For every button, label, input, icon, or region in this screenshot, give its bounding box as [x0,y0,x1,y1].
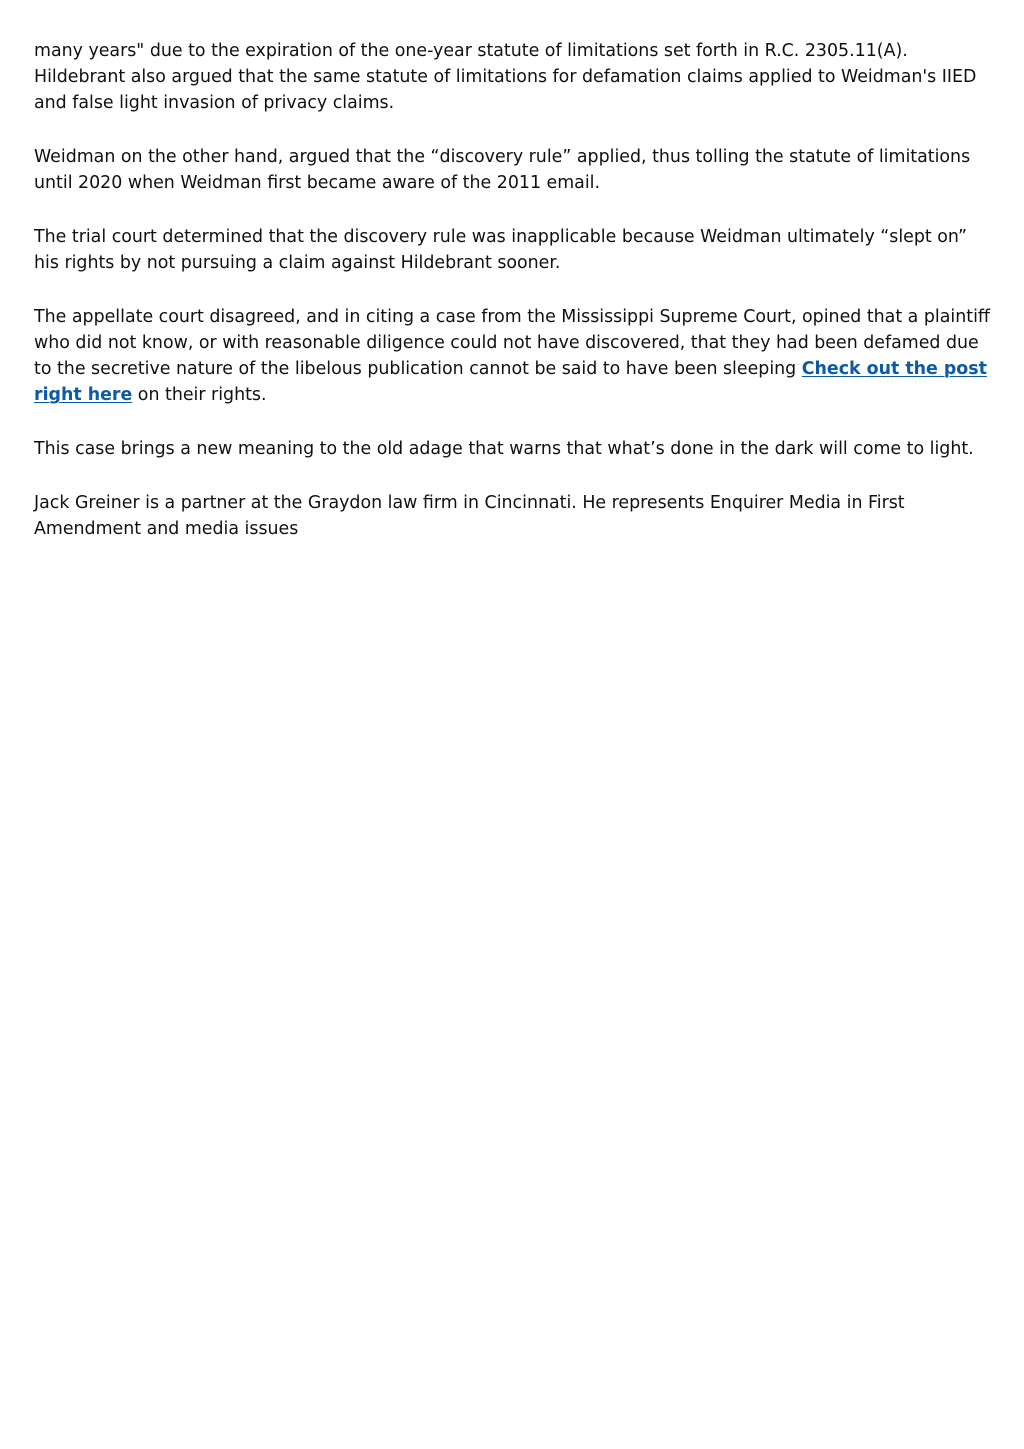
paragraph-statute-limitations: many years" due to the expiration of the one-year statute of limitations set forth in R.C. 2305.11(A). Hildebrant also argued that the same statute of limitations for defamation claims applied to Weidman's IIED and false light invasion of privacy claims. [34,41,977,113]
article-body [34,38,994,570]
appellate-text-before-link: The appellate court disagreed, and in citing a case from the Mississippi Supreme Court, opined that a plaintiff who did not know, or with reasonable diligence could not have discovered, that they had been defamed due to the secretive nature of the libelous publication cannot be said to have been sleeping [34,307,990,379]
paragraph-trial-court: The trial court determined that the discovery rule was inapplicable because Weidman ultimately “slept on” his rights by not pursuing a claim against Hildebrant sooner. [34,227,967,273]
paragraph-author-bio: Jack Greiner is a partner at the Graydon law firm in Cincinnati. He represents Enquirer Media in First Amendment and media issues [34,493,905,539]
paragraph-adage: This case brings a new meaning to the old adage that warns that what’s done in the dark will come to light. [34,439,974,459]
appellate-text-after-link: on their rights. [132,385,267,405]
paragraph-discovery-rule-argument: Weidman on the other hand, argued that the “discovery rule” applied, thus tolling the statute of limitations until 2020 when Weidman first became aware of the 2011 email. [34,147,971,193]
check-out-post-link[interactable]: Check out the post right here [34,359,987,405]
paragraph-appellate-court [34,304,994,408]
